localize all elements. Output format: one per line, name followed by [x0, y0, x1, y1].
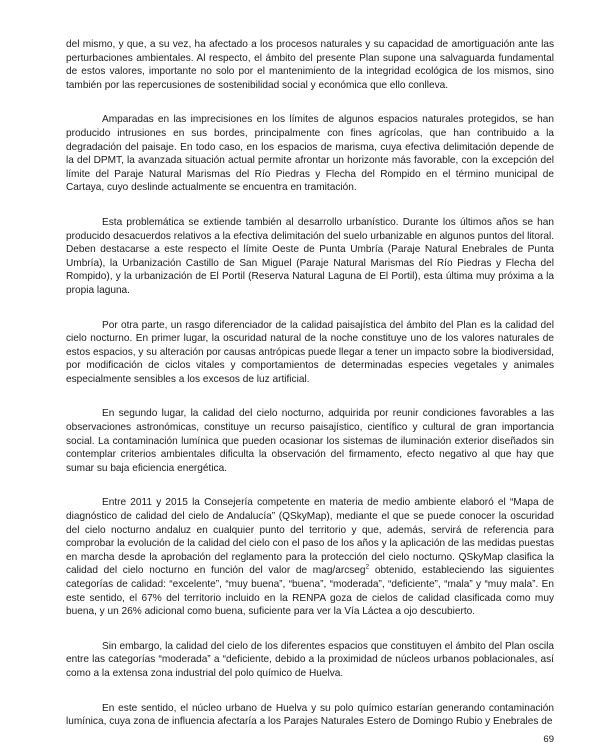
- paragraph-7: Sin embargo, la calidad del cielo de los diferentes espacios que constituyen el ámbito del Plan oscila entre las categorías “moderada” a “deficiente, debido a la proximidad de núcleos urbanos poblacionales, así como a la extensa zona industrial del polo químico de Huelva.: [66, 640, 554, 679]
- paragraph-1: del mismo, y que, a su vez, ha afectado a los procesos naturales y su capacidad de amortiguación ante las perturbaciones ambientales. Al respecto, el ámbito del presente Plan supone una salvaguarda fundamental de estos valores, importante no solo por el mantenimiento de la integridad ecológica de los mismos, sino también por las repercusiones de sostenibilidad social y económica que ello conlleva.: [66, 39, 554, 91]
- paragraph-6-text-before: Entre 2011 y 2015 la Consejería competente en materia de medio ambiente elaboró el “Mapa de diagnóstico de calidad del cielo de Andalucía” (QSkyMap), mediante el que se puede conocer la oscuridad del cielo nocturno andaluz en cualquier punto del territorio y que, además, servirá de referencia para comprobar la evolución de la calidad del cielo con el paso de los años y la aplicación de las medidas puestas en marcha desde la aprobación del reglamento para la protección del cielo nocturno. QSkyMap clasifica la calidad del cielo nocturno en función del valor de mag/arcseg: [66, 497, 554, 577]
- paragraph-8: En este sentido, el núcleo urbano de Huelva y su polo químico estarían generando contaminación lumínica, cuya zona de influencia afectaría a los Parajes Naturales Estero de Domingo Rubio y Enebrales de: [66, 702, 554, 728]
- paragraph-3: Esta problemática se extiende también al desarrollo urbanístico. Durante los últimos años se han producido desacuerdos relativos a la efectiva delimitación del suelo urbanizable en algunos puntos del litoral. Deben destacarse a este respecto el límite Oeste de Punta Umbría (Paraje Natural Enebrales de Punta Umbría), la Urbanización Castillo de San Miguel (Paraje Natural Marismas del Río Piedras y Flecha del Rompido), y la urbanización de El Portil (Reserva Natural Laguna de El Portil), esta última muy próxima a la propia laguna.: [66, 216, 554, 296]
- superscript: 2: [365, 564, 370, 572]
- paragraph-5: En segundo lugar, la calidad del cielo nocturno, adquirida por reunir condiciones favorables a las observaciones astronómicas, constituye un recurso paisajístico, científico y cultural de gran importancia social. La contaminación lumínica que pueden ocasionar los sistemas de iluminación exterior diseñados sin contemplar criterios ambientales dificulta la observación del firmamento, efecto negativo al que hay que sumar su baja eficiencia energética.: [66, 408, 554, 474]
- paragraph-2: Amparadas en las imprecisiones en los límites de algunos espacios naturales protegidos, se han producido intrusiones en sus bordes, principalmente con fines agrícolas, que han contribuido a la degradación del paisaje. En todo caso, en los espacios de marisma, cuya efectiva delimitación depende de la del DPMT, la avanzada situación actual permite afrontar un horizonte más favorable, con la excepción del límite del Paraje Natural Marismas del Río Piedras y Flecha del Rompido en el término municipal de Cartaya, cuyo deslinde actualmente se encuentra en tramitación.: [66, 114, 554, 194]
- page-number: 69: [543, 734, 554, 745]
- document-body: [66, 38, 554, 750]
- paragraph-4: Por otra parte, un rasgo diferenciador de la calidad paisajística del ámbito del Plan es la calidad del cielo nocturno. En primer lugar, la oscuridad natural de la noche constituye uno de los valores naturales de estos espacios, y su alteración por causas antrópicas puede llegar a tener un impacto sobre la biodiversidad, por modificación de ciclos vitales y comportamientos de determinadas especies vegetales y animales especialmente sensibles a los excesos de luz artificial.: [66, 319, 554, 385]
- paragraph-6-text-after: obtenido, estableciendo las siguientes categorías de calidad: “excelente”, “muy buena”, “buena”, “moderada”, “deficiente”, “mala” y “muy mala”. En este sentido, el 67% del territorio incluido en la RENPA goza de cielos de calidad clasificada como muy buena, y un 26% adicional como buena, suficiente para ver la Vía Láctea a ojo descubierto.: [66, 565, 554, 618]
- paragraph-6: [66, 496, 554, 618]
